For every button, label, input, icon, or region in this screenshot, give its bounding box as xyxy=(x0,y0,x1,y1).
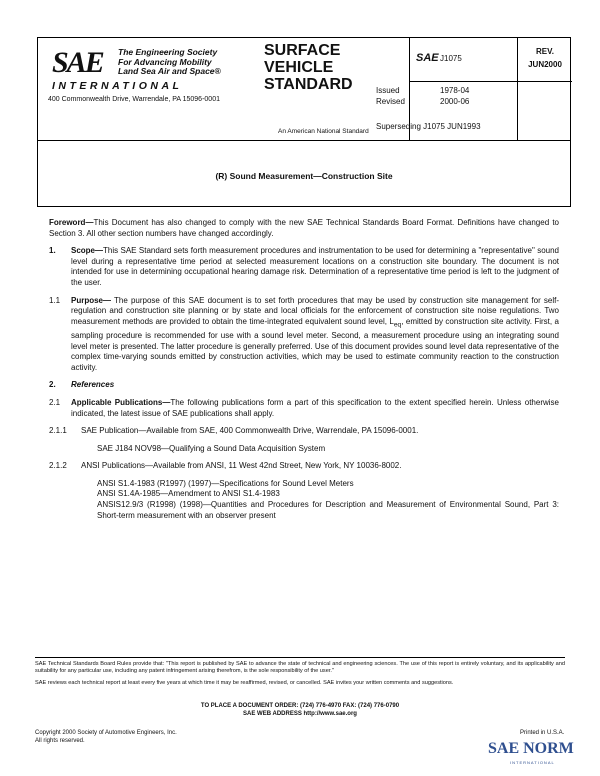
reference-item: ANSI S1.4-1983 (R1997) (1997)—Specifications for Sound Level Meters xyxy=(97,478,354,488)
superseding-note: Superseding J1075 JUN1993 xyxy=(376,122,481,131)
rev-label: REV. xyxy=(536,47,554,56)
section-ansi-publications: 2.1.2 ANSI Publications—Available from ANSI, 11 West 42nd Street, New York, NY 10036-8002. xyxy=(49,461,402,471)
section-sae-publication: 2.1.1 SAE Publication—Available from SAE, 400 Commonwealth Drive, Warrendale, PA 15096-0001. xyxy=(49,426,419,436)
section-applicable-publications: 2.1 Applicable Publications—The following publications form a part of this specification to the extent specified herein. Unless otherwise indicated, the latest issue of SAE publications shall apply. xyxy=(49,397,559,418)
order-info: TO PLACE A DOCUMENT ORDER: (724) 776-4970 FAX: (724) 776-0790 SAE WEB ADDRESS http://www.sae.org xyxy=(200,703,400,717)
title-box xyxy=(37,141,571,207)
document-body xyxy=(49,218,559,521)
section-purpose: 1.1 Purpose— The purpose of this SAE document is to set forth procedures that may be used by construction site management for self-regulation and construction site planning or by state and local officials for the enforcement of construction site noise regulations. Two measurement methods are provided to obtain the time-integrated equivalent sound level, $L_{eq}$, emitted by construction site activity. First, a sampling procedure is recommended for use with a sound level meter. Second, a measurement procedure using an integrating sound level meter is presented. The latter procedure is generally preferred. Use of this document provides sound level data representative of the complex time-varying sounds emitted by construction activities, which may be used to estimate community reaction to the construction activity. xyxy=(49,295,559,372)
standard-type: SURFACE VEHICLE STANDARD xyxy=(264,42,353,93)
printed-note: Printed in U.S.A. xyxy=(520,730,565,736)
copyright: Copyright 2000 Society of Automotive Engineers, Inc. All rights reserved. xyxy=(35,730,177,744)
document-title: (R) Sound Measurement—Construction Site xyxy=(215,171,393,181)
reference-item: ANSI S1.4A-1985—Amendment to ANSI S1.4-1983 xyxy=(97,489,280,499)
revision-block xyxy=(517,38,572,140)
document-header xyxy=(37,37,571,141)
doc-number: J1075 xyxy=(440,54,462,63)
reference-item: ANSIS12.9/3 (R1998) (1998)—Quantities and Procedures for Description and Measurement of Environmental Sound, Part 3: Short-term measurement with an observer present xyxy=(97,500,559,520)
international-label: INTERNATIONAL xyxy=(52,80,183,92)
issue-dates: Issued 1978-04 Revised 2000-06 xyxy=(376,86,470,106)
reference-item: SAE J184 NOV98—Qualifying a Sound Data Acquisition System xyxy=(97,443,326,453)
footer-notices xyxy=(35,661,565,687)
sae-norm-watermark: SAE NORM xyxy=(488,740,574,757)
tsb-notice: SAE Technical Standards Board Rules provide that: "This report is published by SAE to advance the state of technical and engineering sciences. The use of this report is entirely voluntary, and its applicability and suitability for any particular use, including any patent infringement arising therefrom, is the sole responsibility of the user." xyxy=(35,661,565,675)
review-notice: SAE reviews each technical report at least every five years at which time it may be reaffirmed, revised, or cancelled. SAE invites your written comments and suggestions. xyxy=(35,679,454,686)
sae-norm-subtitle: INTERNATIONAL xyxy=(510,760,555,765)
ans-label: An American National Standard xyxy=(278,128,369,135)
sae-small-logo: SAE xyxy=(416,52,439,64)
foreword: Foreword—This Document has also changed to comply with the new SAE Technical Standards Board Format. Definitions have changed to Section 3. All other section numbers have changed accordingly. xyxy=(49,218,559,238)
sae-logo: SAE xyxy=(52,46,103,79)
section-references: 2. References xyxy=(49,380,115,390)
sae-logo-block xyxy=(38,38,256,140)
ansi-references xyxy=(49,479,559,521)
section-scope: 1. Scope—This SAE Standard sets forth measurement procedures and instrumentation to be used for determining a "representative" sound level during a representative time period at selected measurement locations on a construction site boundary. The document is not intended for use in determining occupational hearing damage risk. Determination of a representative time period is left to the judgment of the user. xyxy=(49,246,559,287)
society-tagline: The Engineering Society For Advancing Mobility Land Sea Air and Space® xyxy=(118,47,221,76)
rev-date: JUN2000 xyxy=(528,60,562,69)
society-address: 400 Commonwealth Drive, Warrendale, PA 15096-0001 xyxy=(48,96,220,103)
footer-divider xyxy=(35,657,565,658)
